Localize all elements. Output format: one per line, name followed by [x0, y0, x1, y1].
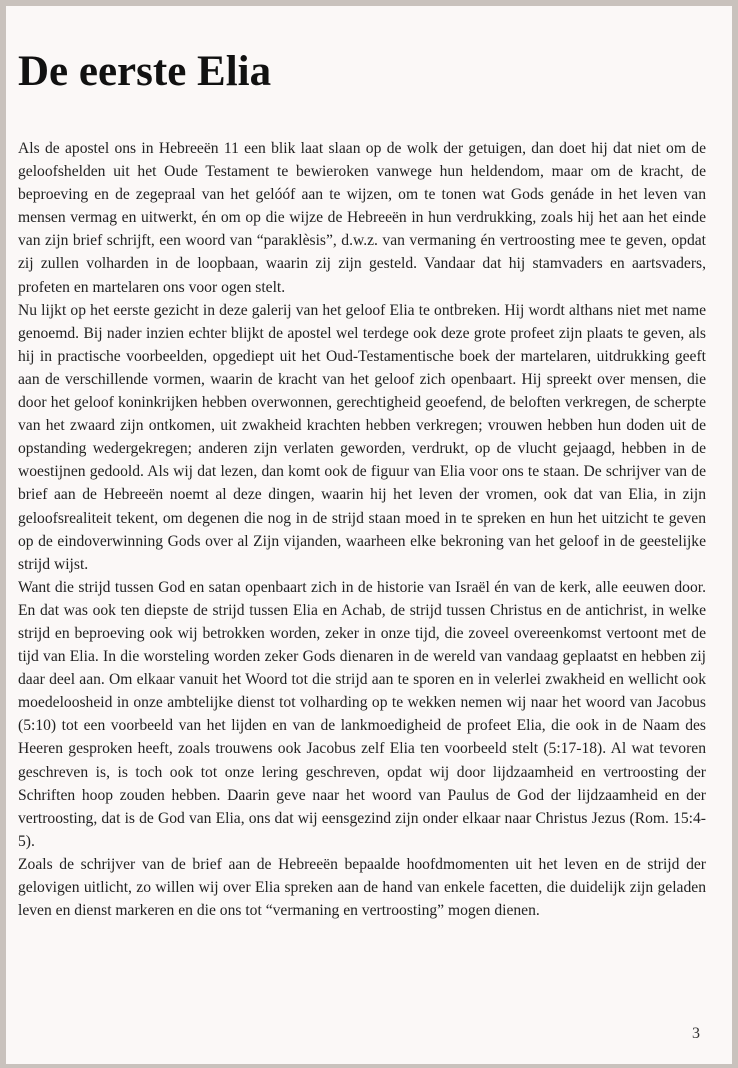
article-body: [18, 137, 706, 922]
page-title: De eerste Elia: [18, 48, 272, 95]
page-number: 3: [692, 1025, 700, 1042]
paragraph-3: Want die strijd tussen God en satan openbaart zich in de historie van Israël én van de kerk, alle eeuwen door. En dat was ook ten diepste de strijd tussen Elia en Achab, de strijd tussen Christus en de antichrist, in welke strijd en beproeving ook wij betrokken worden, zeker in onze tijd, die zoveel overeenkomst vertoont met de tijd van Elia. In die worsteling worden zeker Gods dienaren in de wereld van vandaag geplaatst en hebben zij daar deel aan. Om elkaar vanuit het Woord tot die strijd aan te sporen en in velerlei zwakheid en wellicht ook moedeloosheid in onze ambtelijke dienst tot volharding op te wekken nemen wij naar het woord van Jacobus (5:10) tot een voorbeeld van het lijden en van de lankmoedigheid de profeet Elia, die ook in de Naam des Heeren gesproken heeft, zoals trouwens ook Jacobus zelf Elia ten voorbeeld stelt (5:17-18). Al wat tevoren geschreven is, is toch ook tot onze lering geschreven, opdat wij door lijdzaamheid en vertroosting der Schriften hoop zouden hebben. Daarin geve naar het woord van Paulus de God der lijdzaamheid en der vertroosting, dat is de God van Elia, ons dat wij eensgezind zijn onder elkaar naar Christus Jezus (Rom. 15:4-5).: [18, 578, 706, 850]
paragraph-1: Als de apostel ons in Hebreeën 11 een blik laat slaan op de wolk der getuigen, dan doet hij dat niet om de geloofshelden uit het Oude Testament te bewieroken vanwege hun heldendom, maar om de kracht, de beproeving en de zegepraal van het gelóóf aan te wijzen, om te tonen wat Gods genáde in het leven van mensen vermag en uitwerkt, én om op die wijze de Hebreeën in hun verdrukking, zoals hij het aan het einde van zijn brief schrijft, een woord van “paraklèsis”, d.w.z. van vermaning én vertroosting mee te geven, opdat zij zullen volharden in de loopbaan, waarin zij zijn gesteld. Vandaar dat hij stamvaders en aartsvaders, profeten en martelaren ons voor ogen stelt.: [18, 140, 706, 296]
page: [6, 6, 732, 1064]
paragraph-2: Nu lijkt op het eerste gezicht in deze galerij van het geloof Elia te ontbreken. Hij wordt althans niet met name genoemd. Bij nader inzien echter blijkt de apostel wel terdege ook deze grote profeet zijn plaats te geven, als hij in practische voorbeelden, opgediept uit het Oud-Testamentische boek der martelaren, uitdrukking geeft aan de verschillende vormen, waarin de kracht van het geloof zich openbaart. Hij spreekt over mensen, die door het geloof koninkrijken hebben overwonnen, gerechtigheid geoefend, de beloften verkregen, de scherpte van het zwaard zijn ontkomen, uit zwakheid krachten hebben verkregen; vrouwen hebben hun doden uit de opstanding wedergekregen; anderen zijn verlaten geworden, verdrukt, op de vlucht gejaagd, hebben in de woestijnen gedoold. Als wij dat lezen, dan komt ook de figuur van Elia voor ons te staan. De schrijver van de brief aan de Hebreeën noemt al deze dingen, waarin hij het leven der vromen, ook dat van Elia, in zijn geloofsrealiteit tekent, om degenen die nog in de strijd staan moed in te spreken en hun het uitzicht te geven op de eindoverwinning Gods over al Zijn vijanden, waarheen elke bekroning van het geloof in de geestelijke strijd wijst.: [18, 301, 706, 573]
paragraph-4: Zoals de schrijver van de brief aan de Hebreeën bepaalde hoofdmomenten uit het leven en de strijd der gelovigen uitlicht, zo willen wij over Elia spreken aan de hand van enkele facetten, die duidelijk zijn geladen leven en dienst markeren en die ons tot “vermaning en vertroosting” mogen dienen.: [18, 855, 706, 920]
